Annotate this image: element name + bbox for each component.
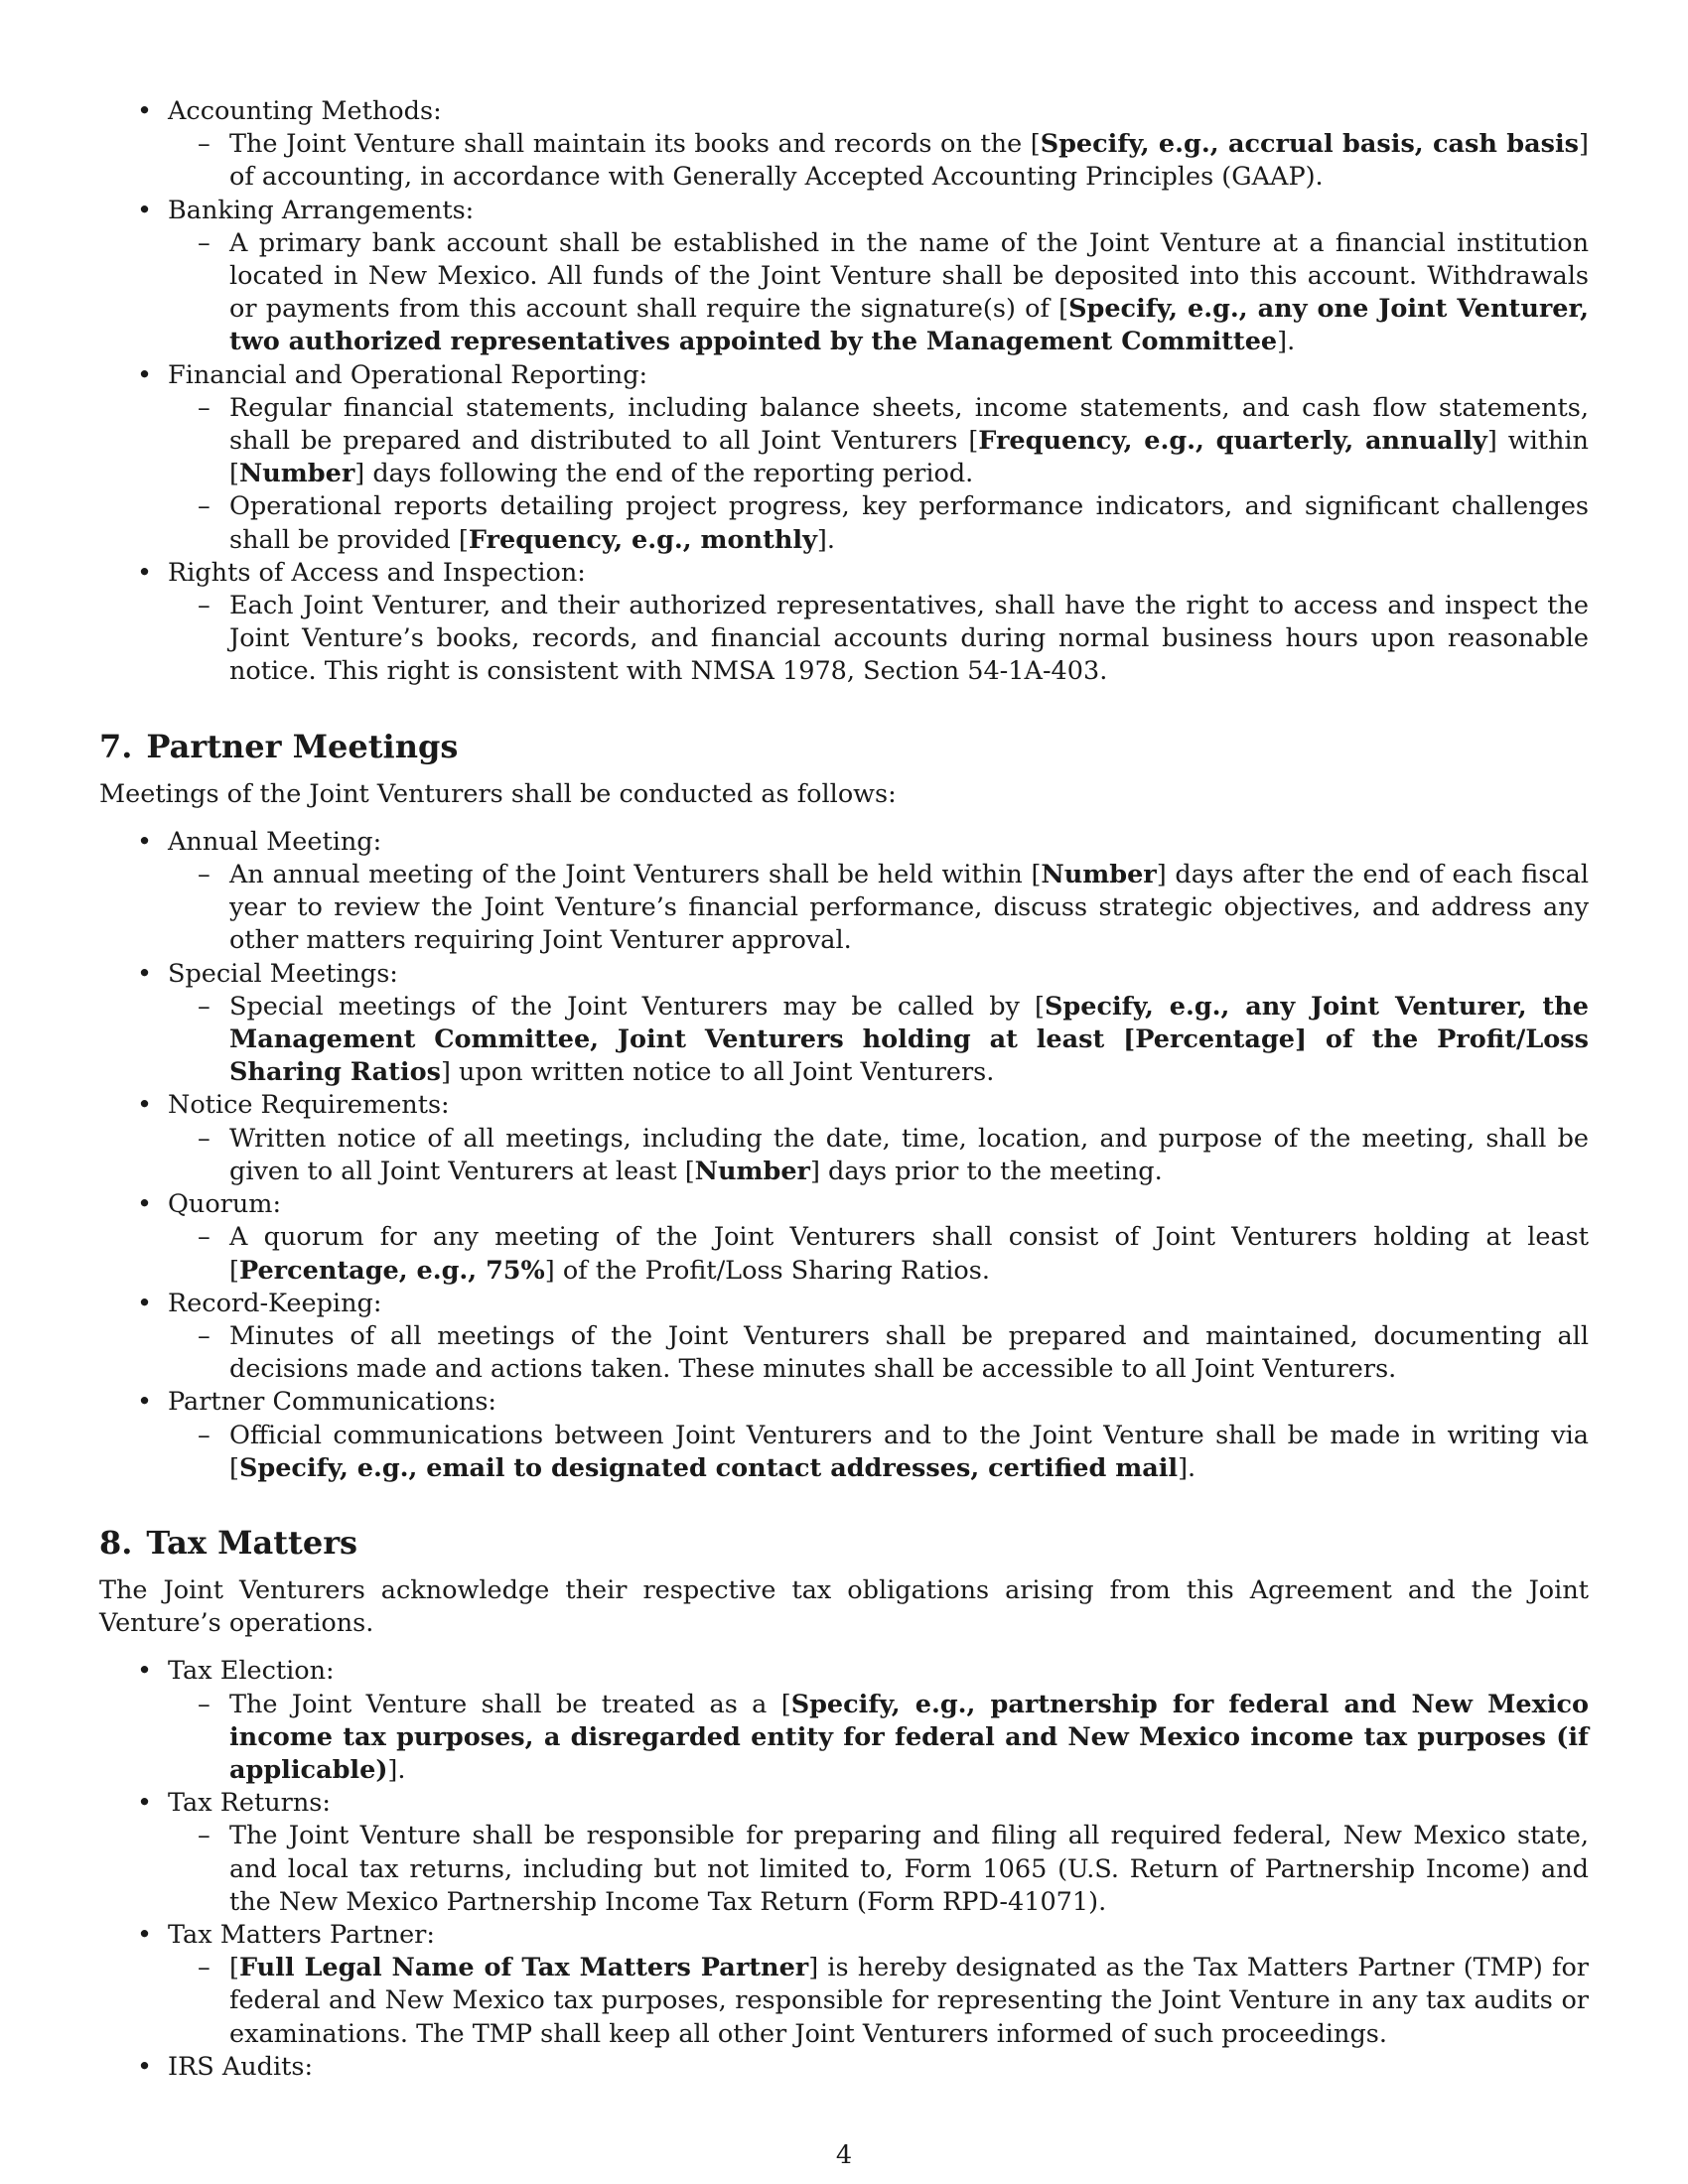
body-text: ].	[1178, 1452, 1196, 1483]
list-item-label: • Rights of Access and Inspection:	[168, 557, 586, 588]
list-item-label: • Record-Keeping:	[168, 1288, 382, 1318]
list-item-label: • Accounting Methods:	[168, 96, 442, 126]
list-item-label: • Tax Returns:	[168, 1788, 331, 1819]
body-text: ].	[387, 1754, 406, 1785]
list-item-label: • Tax Matters Partner:	[168, 1919, 435, 1950]
body-text: ].	[816, 524, 835, 555]
body-text: The Joint Venture shall be responsible for preparing and filing all required federal, New Mexico state, and local tax returns, including but not limited to, Form 1065 (U.S. Return of Partnership Income) and the New Mexico Partnership Income Tax Return (Form RPD-41071).	[229, 1821, 1589, 1917]
body-text: Minutes of all meetings of the Joint Venturers shall be prepared and maintained, documenting all decisions made and actions taken. These minutes shall be accessible to all Joint Venturers.	[229, 1320, 1589, 1385]
list-item-record-keeping	[99, 1288, 1589, 1387]
section-partner-meetings	[99, 727, 1589, 1485]
placeholder-text: Frequency, e.g., quarterly, annually	[978, 426, 1487, 457]
sub-list	[168, 1123, 1589, 1188]
list-item-label: • Notice Requirements:	[168, 1090, 450, 1121]
sub-list	[168, 392, 1589, 557]
placeholder-text: Specify, e.g., any one Joint Venturer, two authorized representatives appointed by the Management Committee	[229, 294, 1589, 357]
placeholder-text: Number	[1041, 860, 1157, 890]
placeholder-text: Number	[694, 1156, 810, 1186]
section-intro: The Joint Venturers acknowledge their respective tax obligations arising from this Agreement and the Joint Venture’s operations.	[99, 1574, 1589, 1639]
body-text: An annual meeting of the Joint Venturers shall be held within [	[229, 860, 1042, 890]
body-text: Special meetings of the Joint Venturers may be called by [	[229, 991, 1045, 1022]
placeholder-text: Frequency, e.g., monthly	[468, 524, 817, 555]
list-item-label: • Partner Communications:	[168, 1387, 497, 1418]
sub-list-item	[168, 1123, 1589, 1188]
list-item-label: • Annual Meeting:	[168, 826, 382, 857]
placeholder-text: Percentage, e.g., 75%	[238, 1255, 545, 1286]
body-text: Regular financial statements, including balance sheets, income statements, and cash flow statements, shall be prepared and distributed to all Joint Venturers [	[229, 392, 1589, 457]
body-text: ] days following the end of the reporting period.	[354, 459, 974, 489]
list-item-partner-communications	[99, 1386, 1589, 1485]
section-list	[99, 1655, 1589, 2084]
list-item-financial-and-operational-reporting	[99, 359, 1589, 557]
body-text: ].	[1277, 327, 1296, 357]
sub-list	[168, 1952, 1589, 2051]
section-title: Partner Meetings	[146, 727, 459, 765]
body-text: Official communications between Joint Venturers and to the Joint Venture shall be made in writing via [	[229, 1420, 1589, 1483]
list-item-irs-audits	[99, 2051, 1589, 2084]
body-text: Each Joint Venturer, and their authorized representatives, shall have the right to access and inspect the Joint Venture’s books, records, and financial accounts during normal business hours upon reasonable notice. This right is consistent with NMSA 1978, Section 54-1A-403.	[229, 591, 1589, 687]
list-item-accounting-methods	[99, 95, 1589, 195]
sub-list	[168, 1320, 1589, 1386]
body-text: ] is hereby designated as the Tax Matters Partner (TMP) for federal and New Mexico tax purposes, responsible for representing the Joint Venture in any tax audits or examinations. The TMP shall keep all other Joint Venturers informed of such proceedings.	[229, 1953, 1589, 2049]
body-text: A quorum for any meeting of the Joint Venturers shall consist of Joint Venturers holding at least [	[229, 1222, 1589, 1286]
list-item-rights-of-access-and-inspection	[99, 557, 1589, 689]
section-number: 8.	[99, 1523, 133, 1562]
sub-list-item	[168, 490, 1589, 556]
list-item-label: • Financial and Operational Reporting:	[168, 359, 648, 390]
financial-provisions-list	[99, 95, 1589, 689]
section-intro: Meetings of the Joint Venturers shall be conducted as follows:	[99, 778, 897, 809]
sub-list-item	[168, 392, 1589, 491]
list-item-banking-arrangements	[99, 195, 1589, 359]
body-text: ] days prior to the meeting.	[809, 1156, 1163, 1186]
section-heading	[99, 727, 1589, 766]
sub-list-item	[168, 227, 1589, 359]
list-item-label: • IRS Audits:	[168, 2051, 314, 2082]
sub-list	[168, 128, 1589, 194]
sub-list-item	[168, 1320, 1589, 1386]
sub-list-item	[168, 1689, 1589, 1788]
list-item-label: • Tax Election:	[168, 1656, 335, 1687]
placeholder-text: Specify, e.g., accrual basis, cash basis	[1040, 129, 1580, 160]
sub-list	[168, 1820, 1589, 1919]
placeholder-text: Full Legal Name of Tax Matters Partner	[238, 1953, 809, 1983]
body-text: ] of accounting, in accordance with Generally Accepted Accounting Principles (GAAP).	[229, 129, 1589, 193]
body-text: ] of the Profit/Loss Sharing Ratios.	[544, 1255, 990, 1286]
sub-list	[168, 1420, 1589, 1485]
list-item-tax-election	[99, 1655, 1589, 1787]
sub-list	[168, 1689, 1589, 1788]
list-item-notice-requirements	[99, 1089, 1589, 1188]
section-number: 7.	[99, 727, 133, 765]
sections-container	[99, 727, 1589, 2084]
sub-list-item	[168, 1952, 1589, 2051]
body-text: The Joint Venture shall maintain its books and records on the	[229, 129, 1031, 160]
body-text: [	[1030, 129, 1041, 160]
body-text: Written notice of all meetings, including the date, time, location, and purpose of the meeting, shall be given to all Joint Venturers at least [	[229, 1123, 1589, 1186]
document-page	[99, 95, 1589, 2084]
sub-list-item	[168, 1420, 1589, 1485]
body-text: ] within [	[229, 426, 1589, 489]
body-text: [	[229, 1953, 239, 1983]
sub-list-item	[168, 991, 1589, 1090]
list-item-tax-matters-partner	[99, 1919, 1589, 2051]
body-text: ] upon written notice to all Joint Venturers.	[440, 1057, 995, 1088]
list-item-label: • Banking Arrangements:	[168, 195, 475, 225]
section-title: Tax Matters	[146, 1523, 358, 1562]
body-text: Operational reports detailing project progress, key performance indicators, and significant challenges shall be provided [	[229, 491, 1589, 555]
placeholder-text: Specify, e.g., partnership for federal and New Mexico income tax purposes, a disregarded entity for federal and New Mexico income tax purposes (if applicable)	[229, 1689, 1589, 1785]
body-text: The Joint Venture shall be treated as a [	[229, 1689, 791, 1719]
sub-list-item	[168, 859, 1589, 958]
list-item-label: • Special Meetings:	[168, 958, 398, 989]
sub-list	[168, 227, 1589, 359]
placeholder-text: Specify, e.g., email to designated contact addresses, certified mail	[238, 1452, 1179, 1483]
list-item-annual-meeting	[99, 826, 1589, 958]
section-heading	[99, 1523, 1589, 1563]
list-item-special-meetings	[99, 958, 1589, 1090]
body-text: A primary bank account shall be established in the name of the Joint Venture at a financial institution located in New Mexico. All funds of the Joint Venture shall be deposited into this account. Withdrawals or payments from this account shall require the signature(s) of [	[229, 227, 1589, 325]
sub-list	[168, 590, 1589, 689]
body-text: ] days after the end of each fiscal year to review the Joint Venture’s financial performance, discuss strategic objectives, and address any other matters requiring Joint Venturer approval.	[229, 860, 1589, 956]
section-tax-matters	[99, 1523, 1589, 2084]
sub-list	[168, 1221, 1589, 1287]
page-number: 4	[835, 2140, 853, 2170]
list-item-tax-returns	[99, 1787, 1589, 1919]
sub-list	[168, 859, 1589, 958]
sub-list-item	[168, 128, 1589, 194]
placeholder-text: Specify, e.g., any Joint Venturer, the Management Committee, Joint Venturers holding at least [Percentage] of the Profit/Loss Sharing Ratios	[229, 991, 1589, 1088]
placeholder-text: Number	[238, 459, 355, 489]
sub-list-item	[168, 1820, 1589, 1919]
sub-list-item	[168, 590, 1589, 689]
sub-list	[168, 991, 1589, 1090]
sub-list-item	[168, 1221, 1589, 1287]
section-list	[99, 826, 1589, 1485]
list-item-label: • Quorum:	[168, 1189, 282, 1220]
list-item-quorum	[99, 1188, 1589, 1288]
